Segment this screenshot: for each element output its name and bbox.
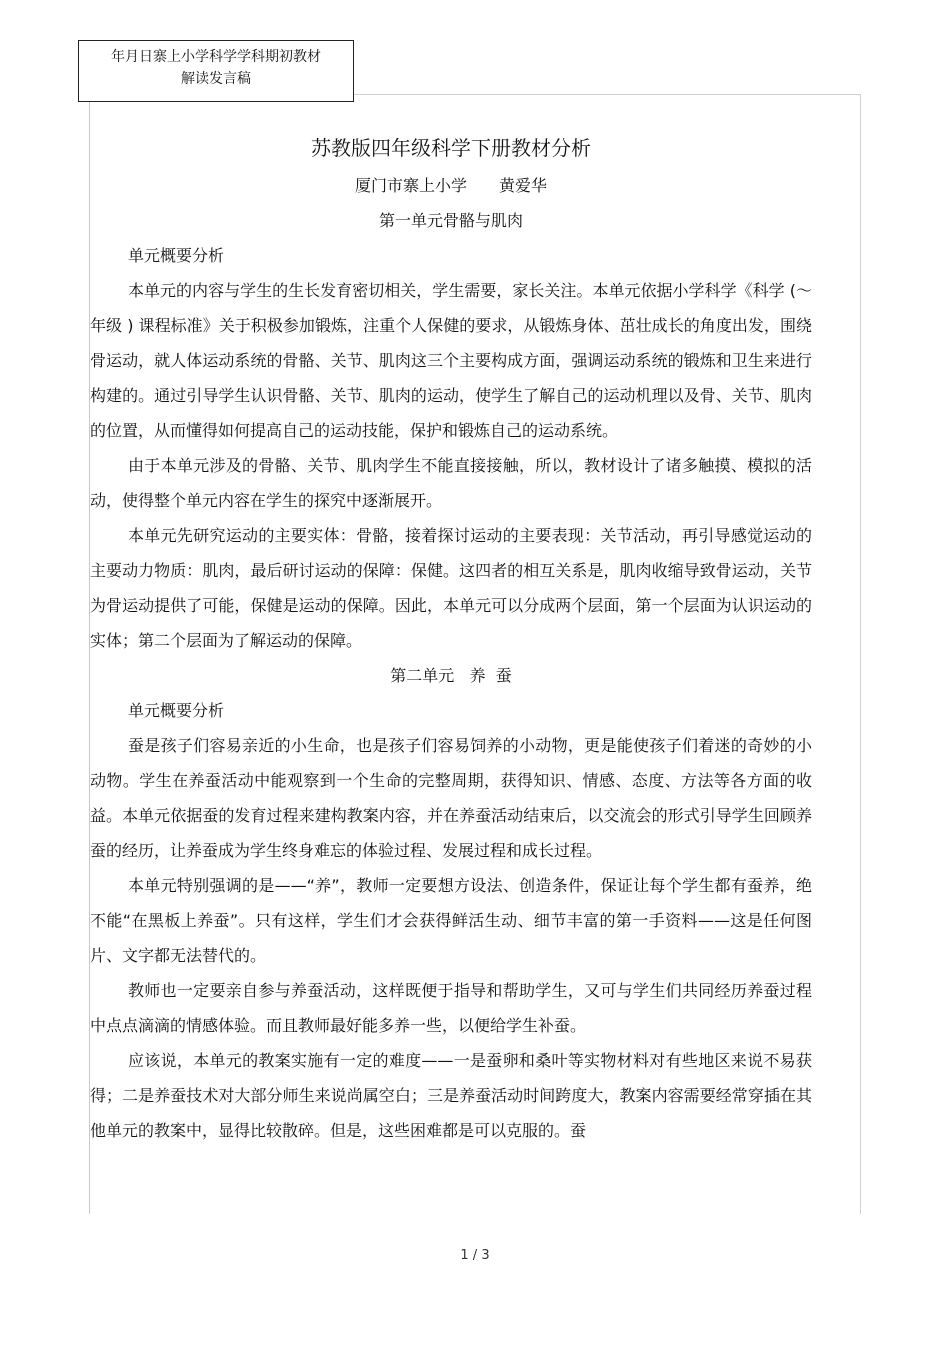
unit1-title: 第一单元骨骼与肌肉 <box>378 211 523 230</box>
page-frame-top <box>354 94 861 95</box>
page-number: 1 / 3 <box>460 1248 490 1263</box>
unit1-heading: 单元概要分析 <box>128 246 225 265</box>
document-content <box>90 128 812 1148</box>
unit1-paragraph: 由于本单元涉及的骨骼、关节、肌肉学生不能直接接触，所以，教材设计了诸多触摸、模拟的活动，使得整个单元内容在学生的探究中逐渐展开。 <box>90 456 812 510</box>
label-line-1: 年月日寨上小学科学学科期初教材 <box>111 49 321 65</box>
unit2-paragraph: 应该说，本单元的教案实施有一定的难度——一是蚕卵和桑叶等实物材料对有些地区来说不易获得；二是养蚕技术对大部分师生来说尚属空白；三是养蚕活动时间跨度大，教案内容需要经常穿插在其他单元的教案中，显得比较散碎。但是，这些困难都是可以克服的。蚕 <box>90 1051 812 1140</box>
page-frame-right <box>860 94 861 1214</box>
unit2-heading: 单元概要分析 <box>128 701 225 720</box>
unit2-paragraph: 本单元特别强调的是——“养”，教师一定要想方设法、创造条件，保证让每个学生都有蚕养，绝不能“在黑板上养蚕”。只有这样，学生们才会获得鲜活生动、细节丰富的第一手资料——这是任何图片、文字都无法替代的。 <box>90 876 812 965</box>
unit2-paragraph: 蚕是孩子们容易亲近的小生命，也是孩子们容易饲养的小动物，更是能使孩子们着迷的奇妙的小动物。学生在养蚕活动中能观察到一个生命的完整周期，获得知识、情感、态度、方法等各方面的收益。本单元依据蚕的发育过程来建构教案内容，并在养蚕活动结束后，以交流会的形式引导学生回顾养蚕的经历，让养蚕成为学生终身难忘的体验过程、发展过程和成长过程。 <box>90 736 812 860</box>
unit2-paragraph: 教师也一定要亲自参与养蚕活动，这样既便于指导和帮助学生，又可与学生们共同经历养蚕过程中点点滴滴的情感体验。而且教师最好能多养一些，以便给学生补蚕。 <box>90 981 812 1035</box>
school-name: 厦门市寨上小学 <box>354 176 467 195</box>
author-name: 黄爱华 <box>499 176 548 195</box>
header-label-box <box>78 40 354 102</box>
unit1-paragraph: 本单元的内容与学生的生长发育密切相关，学生需要，家长关注。本单元依据小学科学《科学 (～年级 ) 课程标准》关于积极参加锻炼，注重个人保健的要求，从锻炼身体、茁壮成长的角度出发，围绕骨运动，就人体运动系统的骨骼、关节、肌肉这三个主要构成方面，强调运动系统的锻炼和卫生来进行构建的。通过引导学生认识骨骼、关节、肌肉的运动，使学生了解自己的运动机理以及骨、关节、肌肉的位置，从而懂得如何提高自己的运动技能，保护和锻炼自己的运动系统。 <box>90 281 812 440</box>
unit2-title: 第二单元 养 蚕 <box>390 666 512 685</box>
author-line <box>90 168 812 203</box>
label-line-2: 解读发言稿 <box>181 71 251 87</box>
unit1-paragraph: 本单元先研究运动的主要实体：骨骼，接着探讨运动的主要表现：关节活动，再引导感觉运动的主要动力物质：肌肉，最后研讨运动的保障：保健。这四者的相互关系是，肌肉收缩导致骨运动，关节为骨运动提供了可能，保健是运动的保障。因此，本单元可以分成两个层面，第一个层面为认识运动的实体；第二个层面为了解运动的保障。 <box>90 526 812 650</box>
document-title: 苏教版四年级科学下册教材分析 <box>311 136 591 160</box>
